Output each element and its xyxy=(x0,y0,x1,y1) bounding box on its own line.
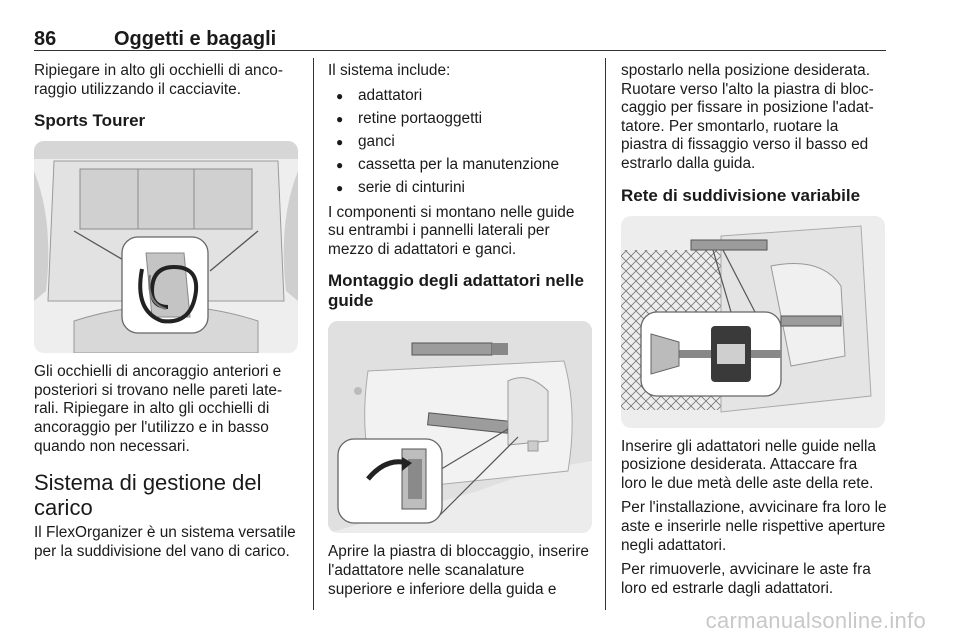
column-3 xyxy=(621,62,887,604)
page-header xyxy=(34,28,886,52)
col1-section-body: Il FlexOrganizer è un sistema versatile per la suddivisione del vano di carico. xyxy=(34,524,296,560)
list-item: ● serie di cinturini xyxy=(328,179,592,202)
col1-caption: Gli occhielli di ancoraggio anteriori e posteriori si trovano nelle pareti laterali. Ripiegare in alto gli occhielli di ancoraggio per l'utilizzo e in basso quando non necessari. xyxy=(34,363,283,455)
col2-body: I componenti si montano nelle guide su entrambi i pannelli laterali per mezzo di adattatori e ganci. xyxy=(328,203,575,258)
watermark: carmanualsonline.info xyxy=(705,608,926,633)
col3-body: spostarlo nella posizione desiderata. Ruotare verso l'alto la piastra di bloccaggio per fissare in posizione l'adattatore. Per smontarlo, ruotare la piastra di fissaggio verso il basso ed estrarlo dalla guida. xyxy=(621,62,874,172)
load-management-title: Sistema di gestione del carico xyxy=(34,470,262,521)
col3-p3: Per rimuoverle, avvicinare le aste fra loro ed estrarle dagli adattatori. xyxy=(621,561,871,597)
page-number: 86 xyxy=(34,28,57,50)
divider-net-illustration xyxy=(621,216,887,428)
column-divider-1 xyxy=(313,58,314,610)
list-item: ● ganci xyxy=(328,133,592,156)
list-item: ● cassetta per la manutenzione xyxy=(328,156,592,179)
col2-caption: Aprire la piastra di bloccaggio, inserire l'adattatore nelle scanalature superiore e inferiore della guida e xyxy=(328,543,589,598)
chapter-title: Oggetti e bagagli xyxy=(114,28,277,50)
col3-p2: Per l'installazione, avvicinare fra loro le aste e inserirle nelle rispettive aperture negli adattatori. xyxy=(621,499,887,554)
col3-p1: Inserire gli adattatori nelle guide nella posizione desiderata. Attaccare fra loro le due metà delle aste della rete. xyxy=(621,437,876,492)
system-items-list xyxy=(328,87,592,202)
variable-net-heading: Rete di suddivisione variabile xyxy=(621,185,861,205)
column-1 xyxy=(34,62,300,567)
list-item: ● retine portaoggetti xyxy=(328,110,592,133)
adapter-mounting-heading: Montaggio degli adattatori nelle guide xyxy=(328,271,584,311)
cargo-eyelets-illustration xyxy=(34,141,300,353)
column-2 xyxy=(328,62,592,605)
sports-tourer-heading: Sports Tourer xyxy=(34,111,146,131)
col2-intro: Il sistema include: xyxy=(328,62,451,79)
col1-intro: Ripiegare in alto gli occhielli di ancoraggio utilizzando il cacciavite. xyxy=(34,62,283,98)
column-divider-2 xyxy=(605,58,606,610)
header-rule xyxy=(34,50,886,51)
adapter-mounting-illustration xyxy=(328,321,592,533)
list-item: ● adattatori xyxy=(328,87,592,110)
